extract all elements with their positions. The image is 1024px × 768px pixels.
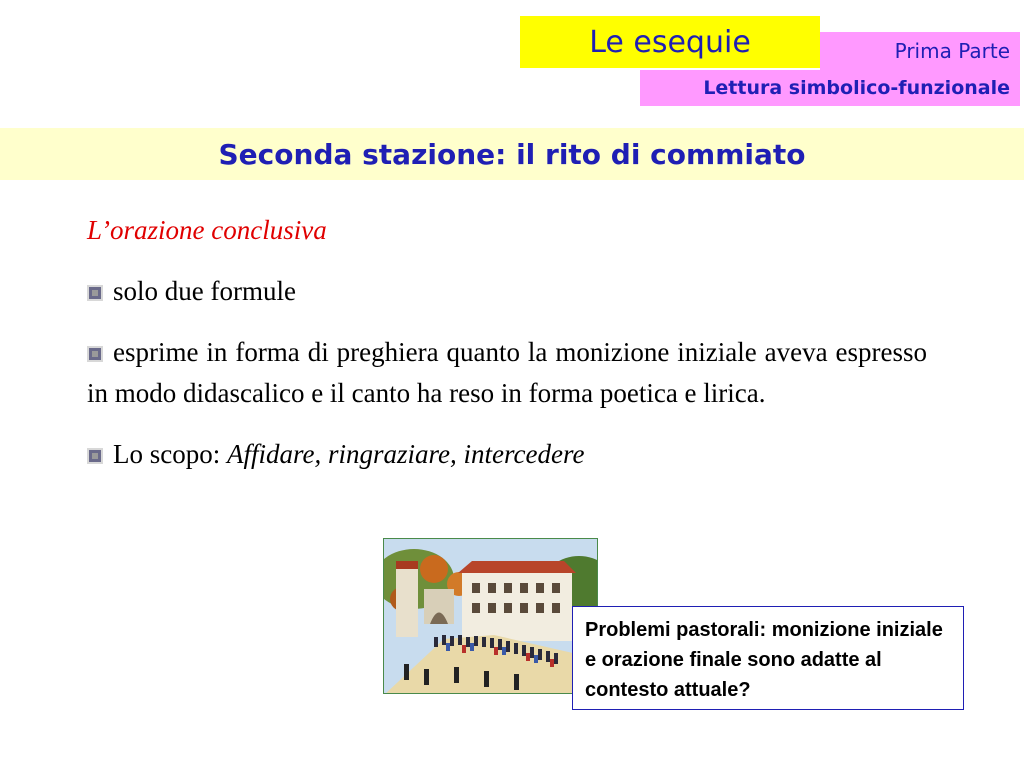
slide-content: [87, 210, 927, 495]
note-text: Problemi pastorali: monizione iniziale e orazione finale sono adatte al contesto attuale?: [585, 619, 943, 701]
bullet-text: Lo scopo:: [113, 439, 227, 469]
pastoral-note-box: [572, 606, 964, 710]
subsection-label: Lettura simbolico-funzionale: [703, 77, 1010, 99]
part-label: Prima Parte: [894, 39, 1010, 63]
part-tab: [820, 32, 1020, 70]
subsection-tab: [640, 70, 1020, 106]
slide-title: Seconda stazione: il rito di commiato: [218, 137, 806, 171]
bullet-item: [87, 332, 927, 414]
slide-title-bar: [0, 128, 1024, 180]
bullet-text-italic: Affidare, ringraziare, intercedere: [227, 439, 585, 469]
procession-painting: [383, 538, 598, 694]
subheading: L’orazione conclusiva: [87, 215, 327, 245]
bullet-text: solo due formule: [113, 276, 296, 306]
bullet-text: esprime in forma di preghiera quanto la monizione iniziale aveva espresso in modo didascalico e il canto ha reso in forma poetica e lirica.: [87, 337, 927, 408]
square-bullet-icon: [87, 285, 103, 301]
square-bullet-icon: [87, 448, 103, 464]
bullet-item: [87, 434, 927, 475]
painting-image: [384, 539, 598, 694]
main-section-label: Le esequie: [589, 24, 751, 60]
bullet-item: [87, 271, 927, 312]
main-section-tab: [520, 16, 820, 68]
square-bullet-icon: [87, 346, 103, 362]
